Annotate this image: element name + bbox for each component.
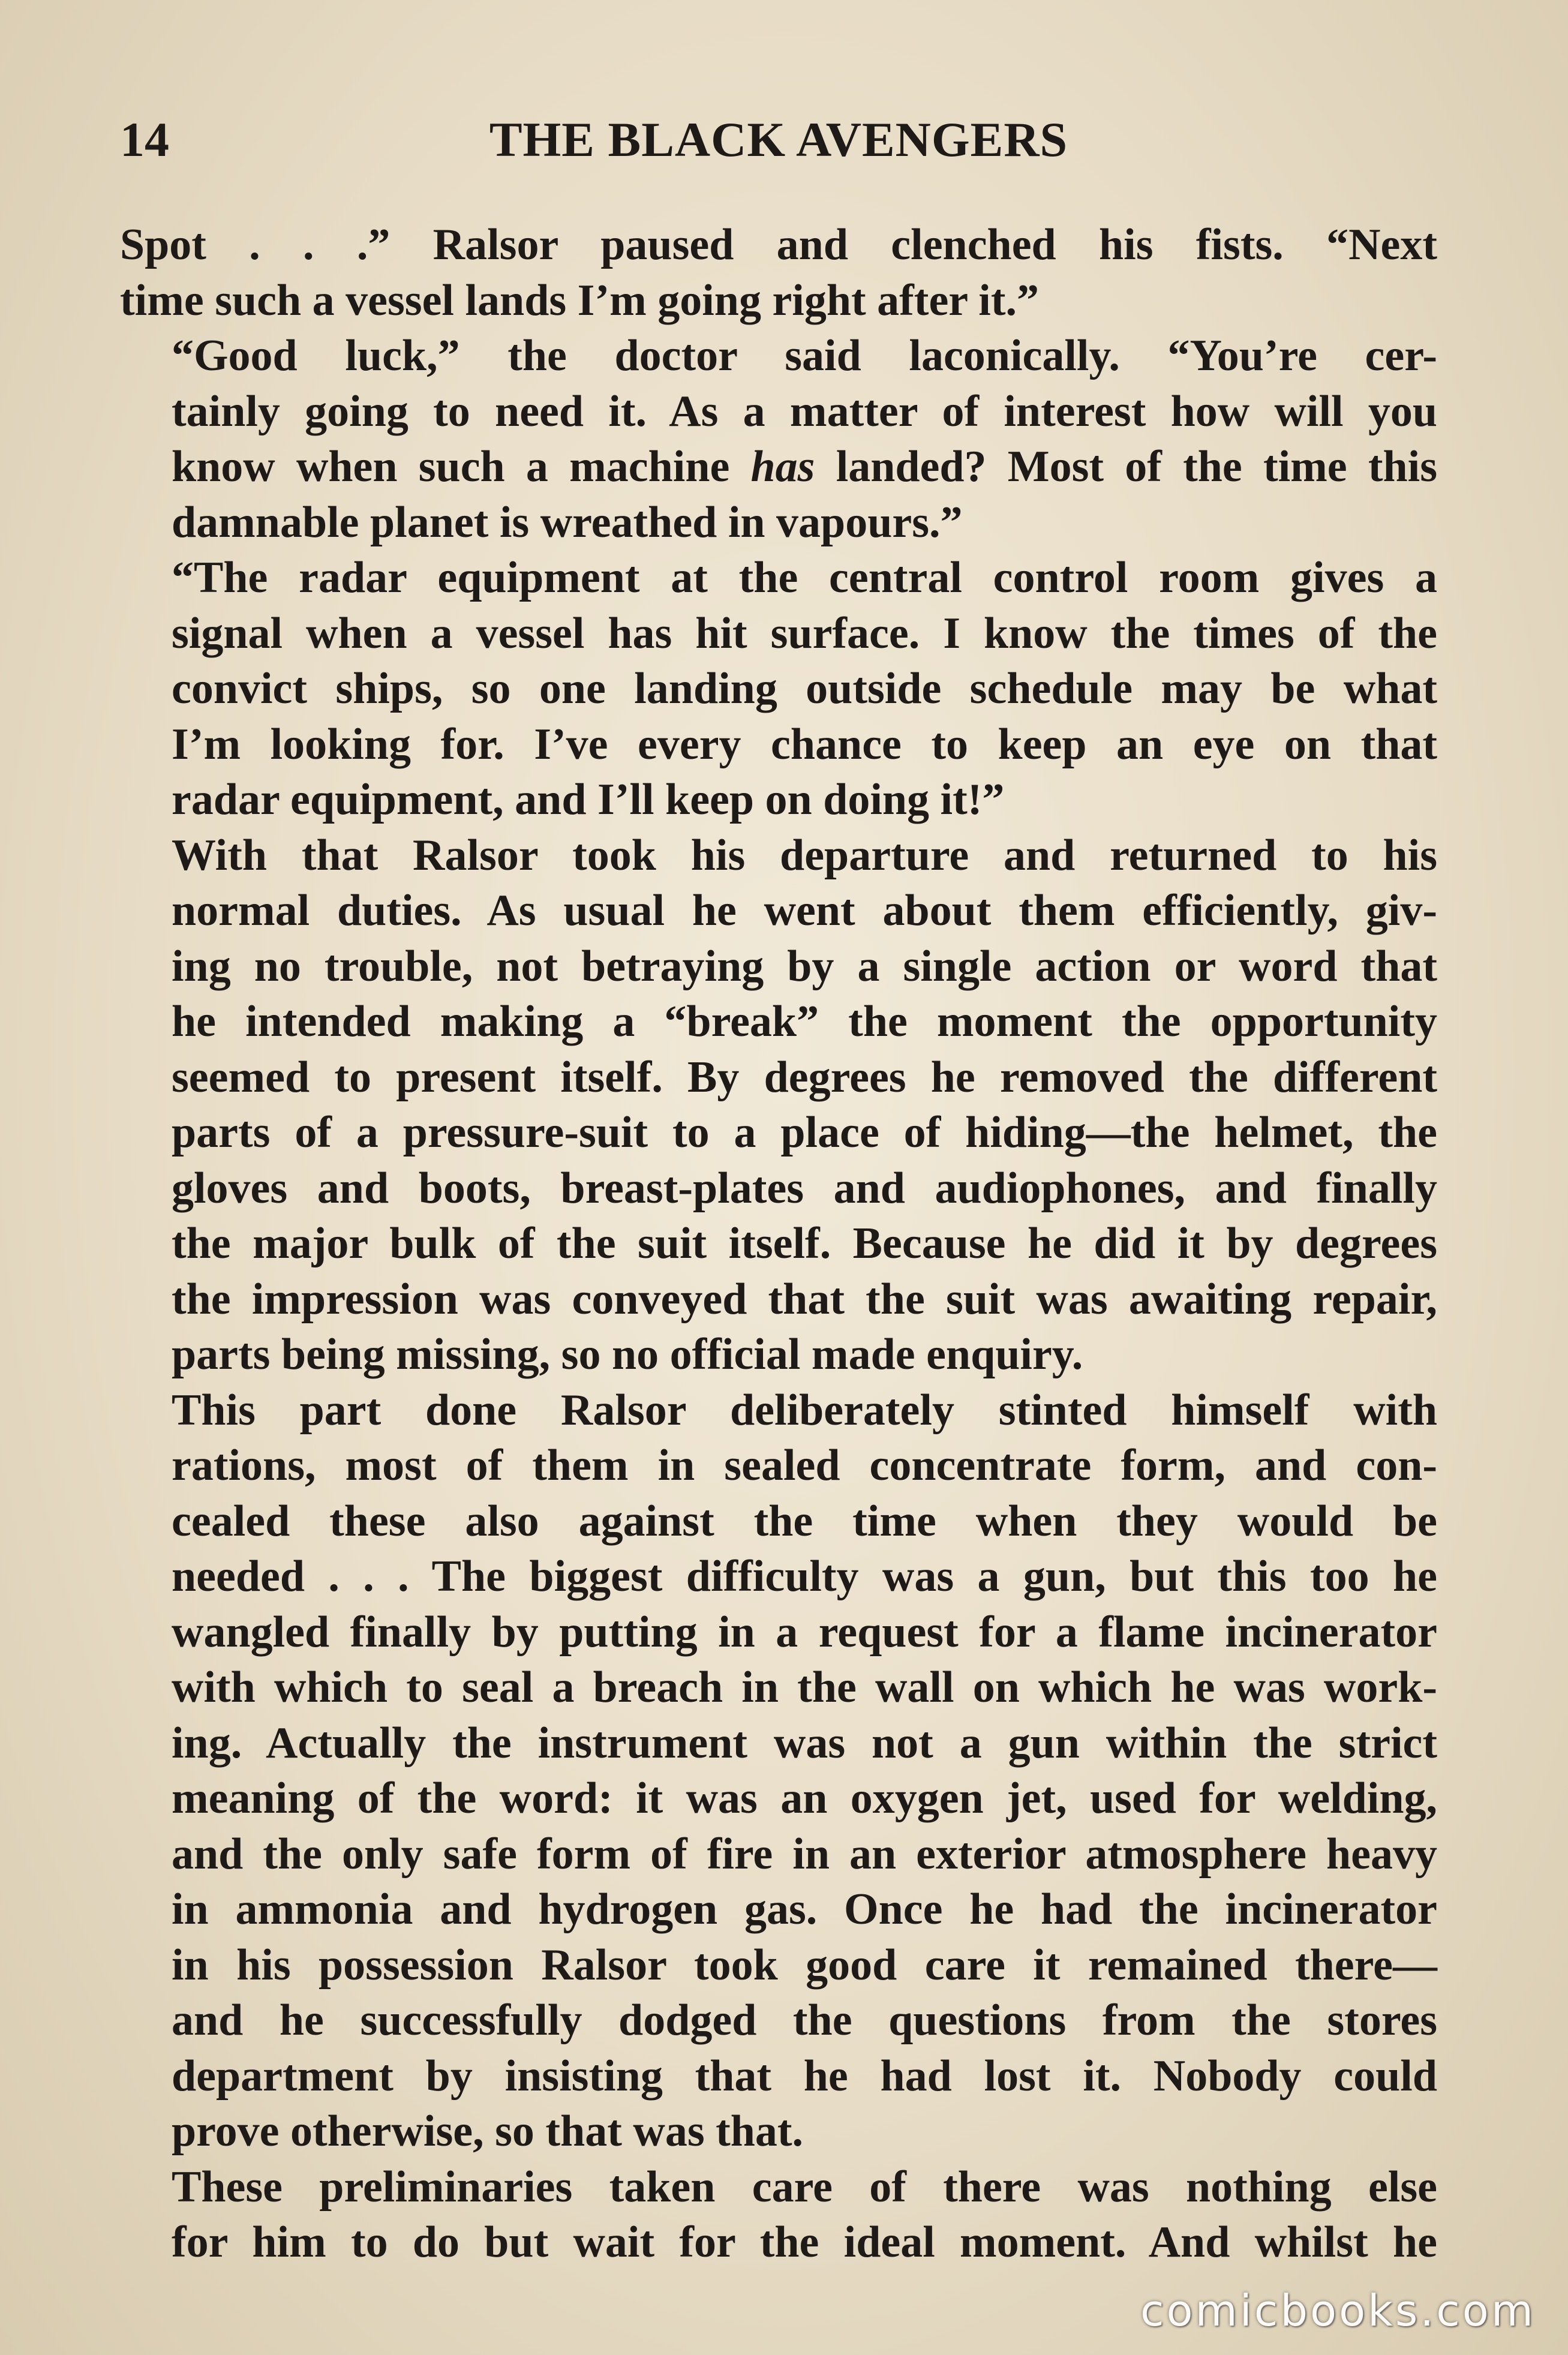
text-line: Spot . . .” Ralsor paused and clenched his fists. “Next [120, 220, 1437, 269]
text-line: “Good luck,” the doctor said laconically. “You’re cer- [172, 331, 1437, 380]
text-line: signal when a vessel has hit surface. I know the times of the [172, 608, 1437, 658]
text-line: with which to seal a breach in the wall on which he was work- [172, 1663, 1437, 1712]
text-line: parts of a pressure-suit to a place of hiding—the helmet, the [172, 1108, 1437, 1157]
text-line: I’m looking for. I’ve every chance to keep an eye on that [172, 719, 1437, 769]
italic-text: has [750, 442, 815, 491]
text-line: for him to do but wait for the ideal moment. And whilst he [172, 2218, 1437, 2267]
page-header [120, 107, 1437, 173]
text-line: needed . . . The biggest difficulty was a gun, but this too he [172, 1552, 1437, 1601]
text-line: tainly going to need it. As a matter of interest how will you [172, 386, 1437, 436]
paragraph [120, 828, 1437, 1383]
text-line: ing no trouble, not betraying by a single action or word that [172, 941, 1437, 991]
text-line: parts being missing, so no official made enquiry. [172, 1330, 1083, 1379]
text-line: radar equipment, and I’ll keep on doing it!” [172, 775, 1005, 824]
text-line: normal duties. As usual he went about them efficiently, giv- [172, 886, 1437, 935]
text-line: know when such a machine has landed? Most of the time this [172, 442, 1437, 491]
text-line: time such a vessel lands I’m going right after it.” [120, 275, 1039, 325]
text-line: convict ships, so one landing outside schedule may be what [172, 664, 1437, 713]
text-line: ing. Actually the instrument was not a gun within the strict [172, 1718, 1437, 1768]
paragraph [120, 2159, 1437, 2270]
paragraph [120, 328, 1437, 550]
text-line: department by insisting that he had lost it. Nobody could [172, 2051, 1437, 2101]
text-line: and he successfully dodged the questions from the stores [172, 1996, 1437, 2045]
text-line: in ammonia and hydrogen gas. Once he had the incinerator [172, 1885, 1437, 1934]
watermark: comicbooks.com [1140, 2285, 1536, 2336]
text-line: meaning of the word: it was an oxygen jet, used for welding, [172, 1774, 1437, 1823]
text-line: he intended making a “break” the moment the opportunity [172, 997, 1437, 1046]
text-line: These preliminaries taken care of there was nothing else [172, 2162, 1437, 2212]
running-title: THE BLACK AVENGERS [489, 112, 1068, 167]
text-line: “The radar equipment at the central control room gives a [172, 553, 1437, 602]
text-line: wangled finally by putting in a request for a flame incinerator [172, 1607, 1437, 1657]
text-line: in his possession Ralsor took good care it remained there— [172, 1940, 1437, 1990]
text-line: cealed these also against the time when they would be [172, 1496, 1437, 1546]
text-line: rations, most of them in sealed concentrate form, and con- [172, 1441, 1437, 1490]
paragraph [120, 1383, 1437, 2159]
text-line: the impression was conveyed that the suit was awaiting repair, [172, 1274, 1437, 1324]
text-line: damnable planet is wreathed in vapours.” [172, 497, 963, 547]
page-number: 14 [120, 112, 169, 167]
paragraph [120, 217, 1437, 328]
text-line: This part done Ralsor deliberately stinted himself with [172, 1385, 1437, 1435]
text-line: the major bulk of the suit itself. Because he did it by degrees [172, 1219, 1437, 1268]
text-line: and the only safe form of fire in an exterior atmosphere heavy [172, 1829, 1437, 1879]
text-line: prove otherwise, so that was that. [172, 2107, 804, 2156]
body-text [120, 217, 1437, 2270]
text-line: gloves and boots, breast-plates and audiophones, and finally [172, 1163, 1437, 1213]
text-line: With that Ralsor took his departure and returned to his [172, 830, 1437, 880]
paragraph [120, 550, 1437, 828]
text-line: seemed to present itself. By degrees he removed the different [172, 1052, 1437, 1102]
